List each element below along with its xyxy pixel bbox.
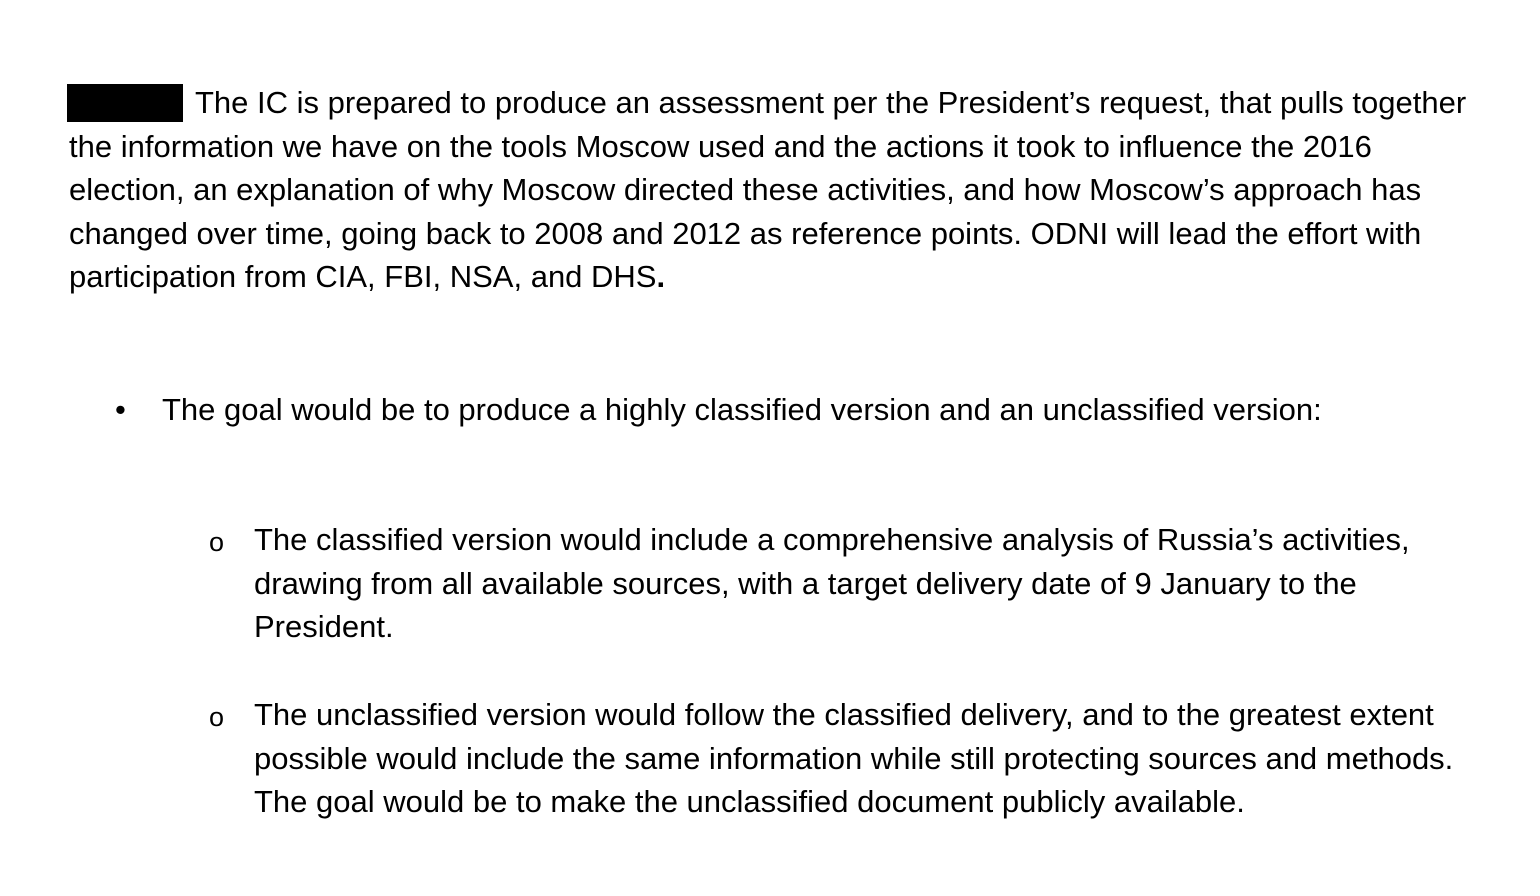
sub-bullet-marker: o <box>209 702 225 732</box>
redaction-block <box>67 84 183 122</box>
intro-paragraph <box>69 81 1469 299</box>
sub-bullet-unclassified-text: The unclassified version would follow the classified delivery, and to the greatest extent possible would include the same information while still protecting sources and methods. The goal would be to make the unclassified document publicly available. <box>254 697 1454 820</box>
sub-bullet-marker: o <box>209 527 225 557</box>
intro-paragraph-text: The IC is prepared to produce an assessment per the President’s request, that pulls together the information we have on the tools Moscow used and the actions it took to influence the 2016 election, an explanation of why Moscow directed these activities, and how Moscow’s approach has changed over time, going back to 2008 and 2012 as reference points. ODNI will lead the effort with participation from CIA, FBI, NSA, and DHS <box>69 85 1467 295</box>
bullet-text: The goal would be to produce a highly classified version and an unclassified version: <box>162 392 1322 427</box>
intro-paragraph-end-punctuation: . <box>656 259 666 295</box>
sub-bullet-classified-text: The classified version would include a comprehensive analysis of Russia’s activities, drawing from all available sources, with a target delivery date of 9 January to the President. <box>254 522 1410 645</box>
bullet-marker: • <box>115 392 126 427</box>
